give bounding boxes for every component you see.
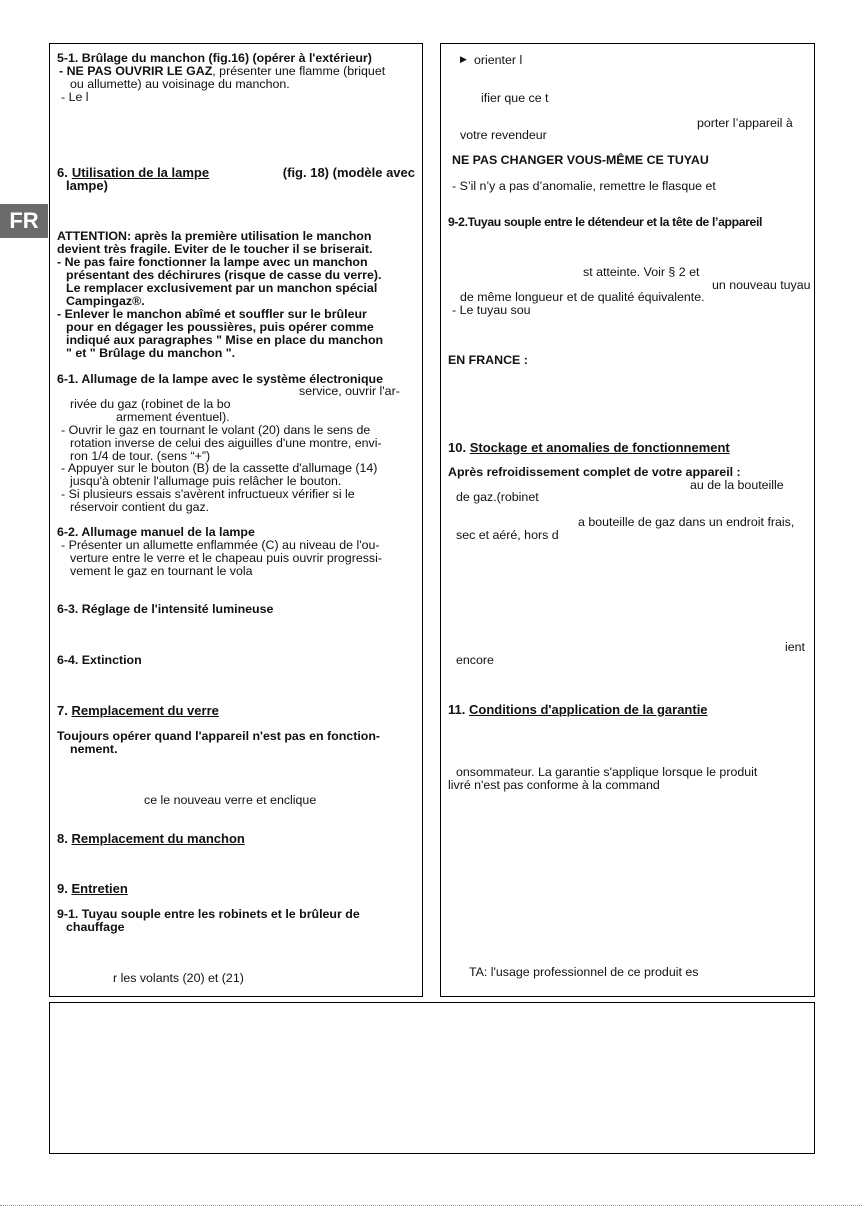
right-line-1: orienter l <box>474 53 523 67</box>
page-bottom-edge <box>0 1205 862 1206</box>
section-10-line-5: sec et aéré, hors d <box>456 528 559 542</box>
section-7-title: Remplacement du verre <box>71 703 219 718</box>
attention-line-1: ATTENTION: après la première utilisation le manchon <box>57 229 372 243</box>
section-10-line-1: Après refroidissement complet de votre appareil : <box>448 465 741 479</box>
right-line-10: - Le tuyau sou <box>452 303 531 317</box>
bullet-arrow-icon: ▶ <box>460 54 467 64</box>
section-9-2-title: 9-2.Tuyau souple entre le détendeur et la tête de l’appareil <box>448 215 763 229</box>
section-7-line-1: Toujours opérer quand l'appareil n'est pas en fonction- <box>57 729 381 743</box>
attention-line-5: Le remplacer exclusivement par un manchon spécial <box>66 281 378 295</box>
section-5-1-title: 5-1. Brûlage du manchon (fig.16) (opérer à l'extérieur) <box>57 51 372 65</box>
section-10-heading <box>448 441 730 455</box>
flame-text: , présenter une flamme (briquet <box>212 64 386 78</box>
section-6-1-line-4: - Ouvrir le gaz en tournant le volant (20) dans le sens de <box>61 423 371 437</box>
section-11-line-1: onsommateur. La garantie s'applique lorsque le produit <box>456 765 758 779</box>
section-8-heading <box>57 832 245 846</box>
section-6-heading <box>57 166 415 180</box>
no-change-hose-warning: NE PAS CHANGER VOUS-MÊME CE TUYAU <box>452 153 709 167</box>
section-10-number: 10. <box>448 440 467 455</box>
section-9-heading <box>57 882 128 896</box>
attention-line-8: pour en dégager les poussières, puis opérer comme <box>66 320 374 334</box>
section-10-line-6: ient <box>785 640 805 654</box>
bottom-notice-frame <box>49 1002 815 1154</box>
right-line-7: st atteinte. Voir § 2 et <box>583 265 700 279</box>
section-6-number: 6. <box>57 165 68 180</box>
section-11-title: Conditions d'application de la garantie <box>468 702 708 717</box>
section-9-1-line-3: r les volants (20) et (21) <box>113 971 244 985</box>
attention-line-3: - Ne pas faire fonctionner la lampe avec un manchon <box>57 255 368 269</box>
section-6-title-line-2: lampe) <box>66 178 108 193</box>
section-7-line-2: nement. <box>70 742 118 756</box>
section-9-number: 9. <box>57 881 68 896</box>
section-11-line-3: TA: l'usage professionnel de ce produit es <box>469 965 699 979</box>
section-6-2-line-2: verture entre le verre et le chapeau puis ouvrir progressi- <box>70 551 382 565</box>
section-11-number: 11. <box>448 702 466 717</box>
section-11-line-2: livré n'est pas conforme à la command <box>448 778 660 792</box>
section-8-title: Remplacement du manchon <box>71 831 245 846</box>
section-6-1-title: 6-1. Allumage de la lampe avec le système électronique <box>57 372 383 386</box>
section-5-1-line-3: - Le l <box>61 90 89 104</box>
section-6-title-rest: (fig. 18) (modèle avec <box>282 165 415 180</box>
section-5-1-line-2: ou allumette) au voisinage du manchon. <box>70 77 290 91</box>
no-gas-warning: - NE PAS OUVRIR LE GAZ <box>59 64 213 78</box>
section-10-title: Stockage et anomalies de fonctionnement <box>469 440 730 455</box>
section-9-1-title-line-2: chauffage <box>66 920 125 934</box>
section-6-1-line-8: jusqu'à obtenir l'allumage puis relâcher le bouton. <box>70 474 342 488</box>
section-6-2-title: 6-2. Allumage manuel de la lampe <box>57 525 255 539</box>
section-6-title: Utilisation de la lampe <box>71 165 210 180</box>
section-10-line-2: au de la bouteille <box>690 478 784 492</box>
attention-line-7: - Enlever le manchon abîmé et souffler sur le brûleur <box>57 307 367 321</box>
right-line-8: un nouveau tuyau <box>712 278 811 292</box>
section-6-1-line-7: - Appuyer sur le bouton (B) de la cassette d'allumage (14) <box>61 461 378 475</box>
attention-line-4: présentant des déchirures (risque de casse du verre). <box>66 268 382 282</box>
attention-line-9: indiqué aux paragraphes " Mise en place du manchon <box>66 333 384 347</box>
section-6-2-line-1: - Présenter un allumette enflammée (C) au niveau de l'ou- <box>61 538 380 552</box>
section-10-line-3: de gaz.(robinet <box>456 490 539 504</box>
language-tab: FR <box>0 204 48 238</box>
right-line-6: - S’il n’y a pas d’anomalie, remettre le flasque et <box>452 179 716 193</box>
attention-line-6: Campingaz®. <box>66 294 145 308</box>
section-6-1-line-5: rotation inverse de celui des aiguilles d'une montre, envi- <box>70 436 382 450</box>
right-line-3: porter l’appareil à <box>697 116 793 130</box>
section-10-line-4: a bouteille de gaz dans un endroit frais, <box>578 515 795 529</box>
section-6-1-line-3: armement éventuel). <box>116 410 230 424</box>
section-6-4-title: 6-4. Extinction <box>57 653 142 667</box>
section-6-3-title: 6-3. Réglage de l'intensité lumineuse <box>57 602 274 616</box>
right-line-2: ifier que ce t <box>481 91 549 105</box>
section-7-number: 7. <box>57 703 68 718</box>
section-8-number: 8. <box>57 831 68 846</box>
section-6-1-line-2: rivée du gaz (robinet de la bo <box>70 397 231 411</box>
section-6-1-line-1: service, ouvrir l'ar- <box>299 384 400 398</box>
section-11-heading <box>448 703 708 717</box>
section-9-1-title-line-1: 9-1. Tuyau souple entre les robinets et le brûleur de <box>57 907 360 921</box>
section-7-line-3: ce le nouveau verre et enclique <box>144 793 317 807</box>
section-9-title: Entretien <box>71 881 128 896</box>
section-7-heading <box>57 704 219 718</box>
attention-line-2: devient très fragile. Eviter de le toucher il se briserait. <box>57 242 373 256</box>
attention-line-10: " et " Brûlage du manchon ". <box>66 346 236 360</box>
right-line-4: votre revendeur <box>460 128 547 142</box>
section-6-2-line-3: vement le gaz en tournant le vola <box>70 564 253 578</box>
section-6-1-line-9: - Si plusieurs essais s'avèrent infructueux vérifier si le <box>61 487 355 501</box>
en-france-heading: EN FRANCE : <box>448 353 528 367</box>
right-line-9: de même longueur et de qualité équivalente. <box>460 290 705 304</box>
section-6-1-line-6: ron 1/4 de tour. (sens “+”) <box>70 449 211 463</box>
section-6-1-line-10: réservoir contient du gaz. <box>70 500 210 514</box>
section-10-line-7: encore <box>456 653 494 667</box>
